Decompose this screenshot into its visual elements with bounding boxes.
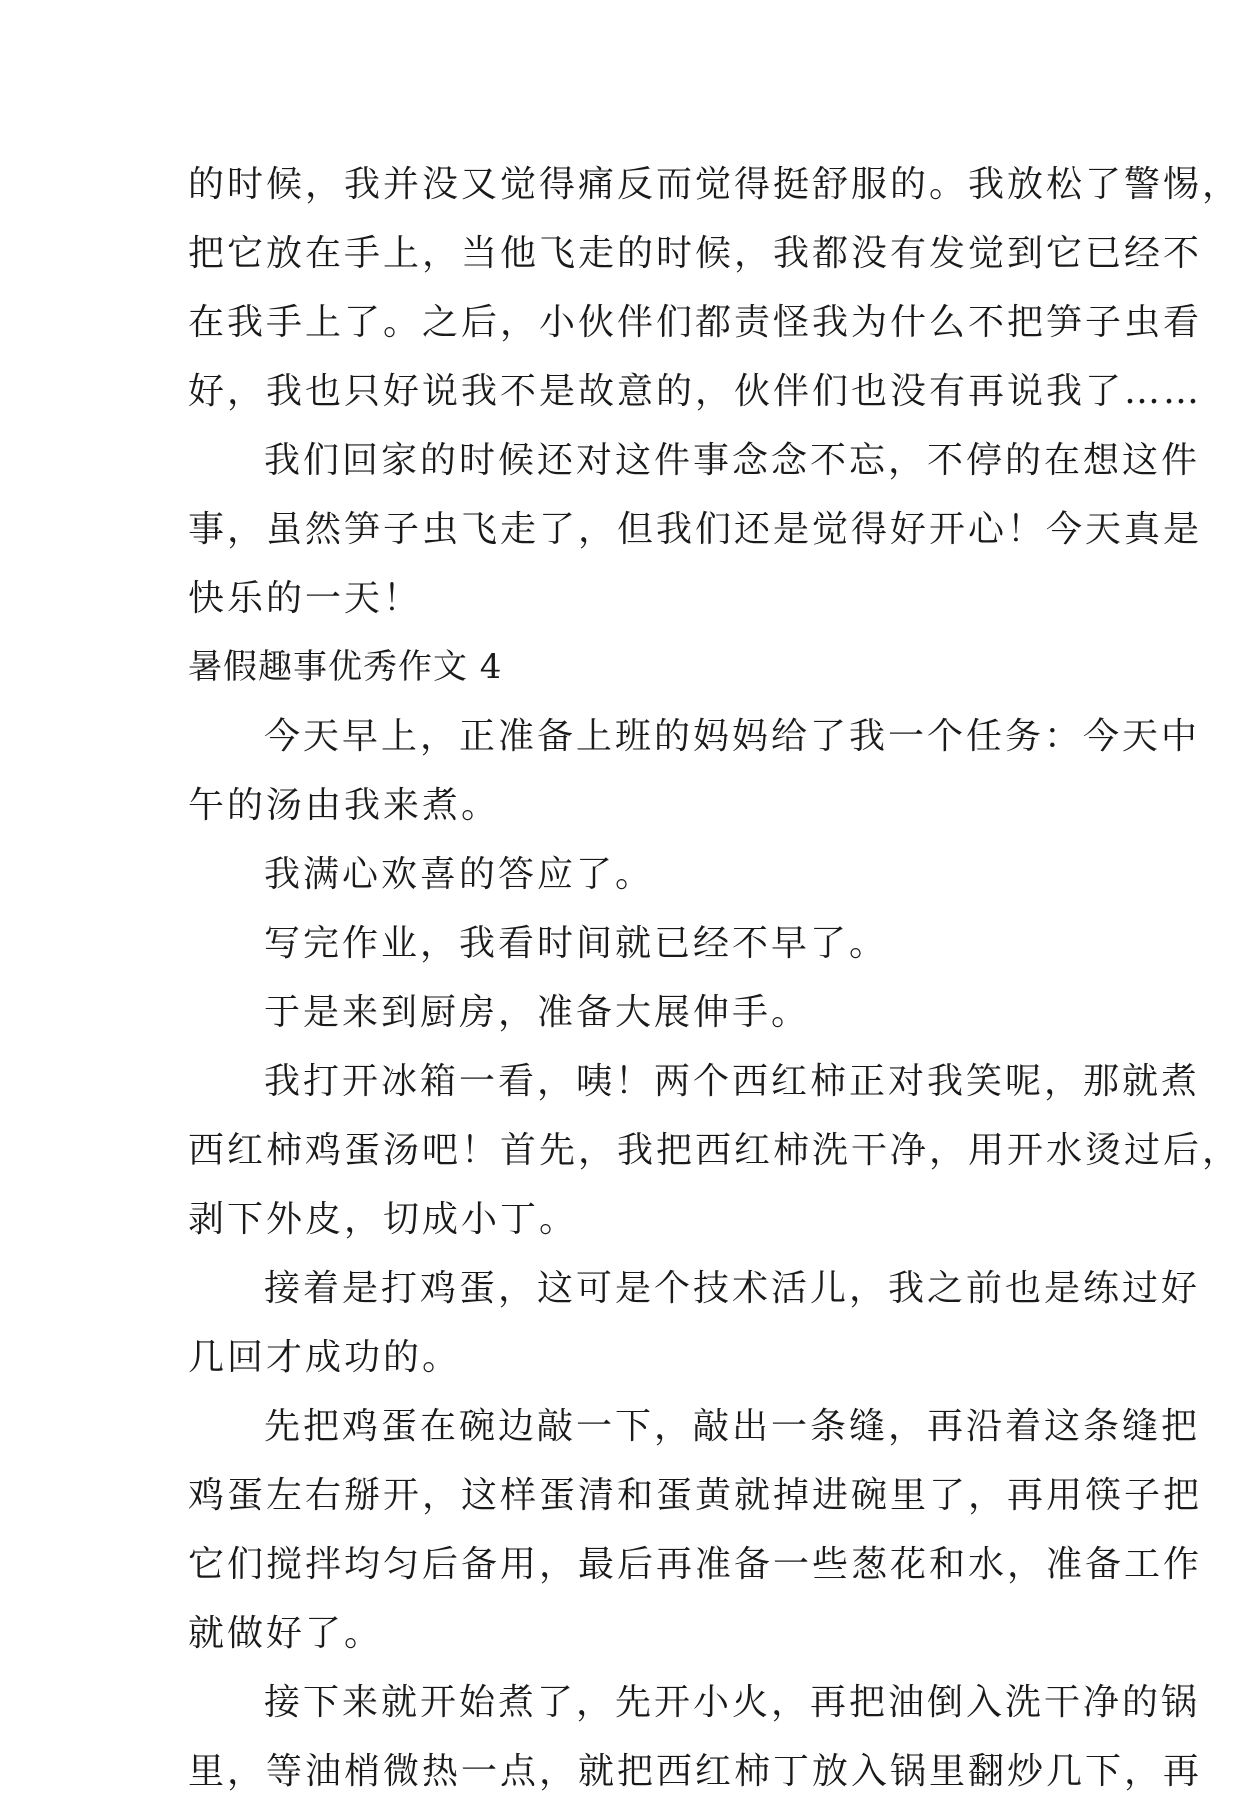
text-line: 接着是打鸡蛋，这可是个技术活儿，我之前也是练过好	[264, 1268, 1201, 1309]
text-line: 写完作业，我看时间就已经不早了。	[264, 923, 889, 964]
paragraph	[188, 1392, 1203, 1668]
text-line: 在我手上了。之后，小伙伴们都责怪我为什么不把笋子虫看	[188, 302, 1203, 343]
paragraph	[188, 426, 1203, 633]
text-line: 快乐的一天！	[188, 578, 423, 619]
paragraph	[188, 909, 1060, 978]
text-line: 就做好了。	[188, 1613, 384, 1654]
text-line: 剥下外皮，切成小丁。	[188, 1199, 579, 1240]
paragraph	[188, 702, 1201, 840]
text-line: 西红柿鸡蛋汤吧！首先，我把西红柿洗干净，用开水烫过后，	[188, 1130, 1241, 1171]
text-line: 今天早上，正准备上班的妈妈给了我一个任务：今天中	[264, 716, 1201, 757]
text-line: 接下来就开始煮了，先开小火，再把油倒入洗干净的锅	[264, 1682, 1201, 1723]
text-line: 我打开冰箱一看，咦！两个西红柿正对我笑呢，那就煮	[264, 1061, 1201, 1102]
paragraph	[188, 978, 1060, 1047]
text-line: 几回才成功的。	[188, 1337, 462, 1378]
text-line: 事，虽然笋子虫飞走了，但我们还是觉得好开心！今天真是	[188, 509, 1203, 550]
section-title: 暑假趣事优秀作文 4	[188, 647, 503, 687]
text-line: 它们搅拌均匀后备用，最后再准备一些葱花和水，准备工作	[188, 1544, 1203, 1585]
text-line: 午的汤由我来煮。	[188, 785, 501, 826]
text-line: 里，等油梢微热一点，就把西红柿丁放入锅里翻炒几下，再	[188, 1751, 1203, 1792]
paragraph	[188, 1047, 1241, 1254]
text-line: 我们回家的时候还对这件事念念不忘，不停的在想这件	[264, 440, 1201, 481]
text-line: 好，我也只好说我不是故意的，伙伴们也没有再说我了……	[188, 371, 1203, 412]
paragraph	[188, 1668, 1203, 1806]
paragraph	[188, 150, 1241, 426]
paragraph	[188, 1254, 1201, 1392]
text-line: 的时候，我并没又觉得痛反而觉得挺舒服的。我放松了警惕，	[188, 164, 1241, 205]
document-body	[188, 150, 1241, 1806]
paragraph	[188, 840, 1060, 909]
text-line: 我满心欢喜的答应了。	[264, 854, 655, 895]
text-line: 于是来到厨房，准备大展伸手。	[264, 992, 811, 1033]
text-line: 先把鸡蛋在碗边敲一下，敲出一条缝，再沿着这条缝把	[264, 1406, 1201, 1447]
text-line: 把它放在手上，当他飞走的时候，我都没有发觉到它已经不	[188, 233, 1203, 274]
text-line: 鸡蛋左右掰开，这样蛋清和蛋黄就掉进碗里了，再用筷子把	[188, 1475, 1203, 1516]
